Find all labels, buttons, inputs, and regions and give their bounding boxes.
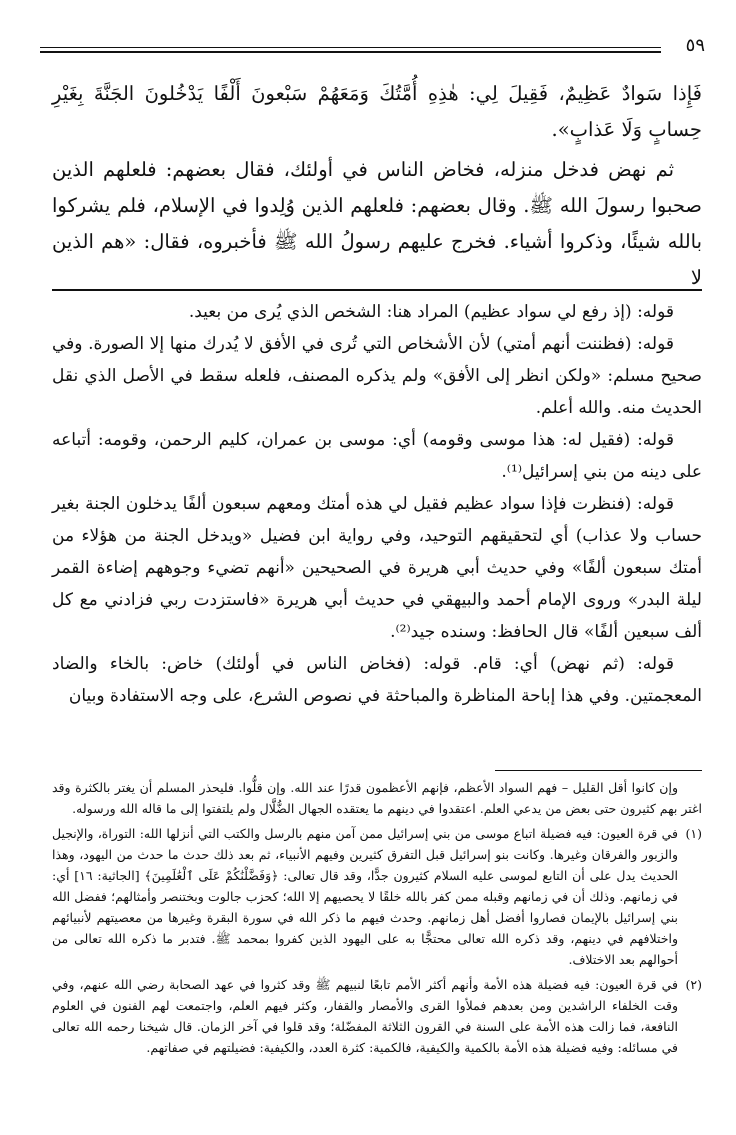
footnote-2 [52,974,702,1058]
commentary-paragraph: قوله: (فقيل له: هذا موسى وقومه) أي: موسى بن عمران، كليم الرحمن، وقومه: أتباعه على دينه من بني إسرائيل⁽¹⁾. [52,430,702,482]
commentary-text [52,296,702,712]
footnote-text: في قرة العيون: فيه فضيلة اتباع موسى من بني إسرائيل ممن آمن منهم بالرسل والكتب التي أنزلها الله: التوراة، والإنجيل والزبور والفرقان وغيرها. وكانت بنو إسرائيل قبل التفرق كثيرين وفيهم الأنبياء، ثم بعد ذلك حدث ما حدث من اليهود، وهذا الحديث يدل على أن التابع لموسى عليه السلام كثيرون جدًّا، وقد قال تعالى: ﴿وَفَضَّلْنَٰكُمْ عَلَى ٱلْعَٰلَمِينَ﴾ [الجاثية: ١٦] أي: في زمانهم. وذلك أن في زمانهم وقبله ممن كفر بالله خلقًا لا يحصيهم إلا الله؛ كحزب جالوت وبختنصر وأمثالهم؛ ففضل الله بني إسرائيل بالإيمان فصاروا أفضل أهل زمانهم. وحدث فيهم ما ذكر الله في سورة البقرة وغيرها من معصيتهم لأنبيائهم واختلافهم في دينهم، وقد ذكره الله تعالى محتجًّا به على اليهود الذين كفروا بمحمد ﷺ. فتدبر ما ذكره الله تعالى من أحوالهم بعد الاختلاف. [52,826,678,967]
hadith-paragraph: ثم نهض فدخل منزله، فخاض الناس في أولئك، فقال بعضهم: فلعلهم الذين صحبوا رسولَ الله ﷺ. وقال بعضهم: فلعلهم الذين وُلِدوا في الإسلام، فلم يشركوا بالله شيئًا، وذكروا أشياء. فخرج عليهم رسولُ الله ﷺ فأخبروه، فقال: «هم الذين لا [52,158,702,289]
footnote-number: (١) [685,826,702,841]
footnote-number: (٢) [685,977,702,992]
commentary-paragraph: قوله: (فنظرت فإذا سواد عظيم فقيل لي هذه أمتك ومعهم سبعون ألفًا يدخلون الجنة بغير حساب ولا عذاب) أي لتحقيقهم التوحيد، وفي رواية ابن فضيل «ويدخل الجنة من هؤلاء من أمتك سبعون ألفًا» وفي حديث أبي هريرة في الصحيحين «أنهم تضيء وجوههم إضاءة القمر ليلة البدر» وروى الإمام أحمد والبيهقي في حديث أبي هريرة «فاستزدت ربي فزادني مع كل ألف سبعين ألفًا» قال الحافظ: وسنده جيد⁽²⁾. [52,494,702,642]
hadith-paragraph: فَإِذا سَوادٌ عَظِيمٌ، فَقِيلَ لِي: هٰذِهِ أُمَّتُكَ وَمَعَهُمْ سَبْعونَ أَلْفًا يَدْخُلونَ الجَنَّةَ بِغَيْرِ حِسابٍ وَلَا عَذابٍ». [52,82,702,141]
section-divider [52,289,702,291]
commentary-paragraph: قوله: (إذ رفع لي سواد عظيم) المراد هنا: الشخص الذي يُرى من بعيد. [188,302,674,322]
footnote-text: في قرة العيون: فيه فضيلة هذه الأمة وأنهم أكثر الأمم تابعًا لنبيهم ﷺ وقد كثروا في عهد الصحابة رضي الله عنهم، وفي وقت الخلفاء الراشدين ومن بعدهم فملأوا القرى والأمصار والقفار، وكثر فيهم العلم، واجتمعت لهم الفنون في العلوم النافعة، فما زالت هذه الأمة على السنة في القرون الثلاثة المفضّلة؛ وقد قلوا في آخر الزمان. قال شيخنا رحمه الله تعالى في مسائله: وفيه فضيلة هذه الأمة بالكمية والكيفية، فالكمية: كثرة العدد، والكيفية: فضيلتهم في صفاتهم. [52,977,678,1055]
footnote-1 [52,823,702,970]
header-rule-thick [40,51,661,53]
header-rule-thin [40,47,661,48]
commentary-paragraph: قوله: (فظننت أنهم أمتي) لأن الأشخاص التي تُرى في الأفق لا يُدرك منها إلا الصورة. وفي صحيح مسلم: «ولكن انظر إلى الأفق» ولم يذكره المصنف، فلعله سقط في الأصل الذي نقل الحديث منه. والله أعلم. [52,334,702,418]
footnote-separator [495,770,702,771]
hadith-text [52,76,702,300]
footnotes [52,777,702,1062]
commentary-paragraph: قوله: (ثم نهض) أي: قام. قوله: (فخاض الناس في أولئك) خاض: بالخاء والضاد المعجمتين. وفي هذا إباحة المناظرة والمباحثة في نصوص الشرع، على وجه الاستفادة وبيان [52,654,702,706]
page-number: ٥٩ [685,35,705,56]
footnote-continuation: وإن كانوا أقل القليل – فهم السواد الأعظم، فإنهم الأعظمون قدرًا عند الله. وإن قلُّوا. فليحذر المسلم أن يغتر بالكثرة وقد اغتر بهم كثيرون حتى بعض من يدعي العلم. اعتقدوا في دينهم ما يعتقده الجهال الضُّلَّال ولم يلتفتوا إلى ما قاله الله ورسوله. [52,780,702,816]
page-header [40,34,705,62]
